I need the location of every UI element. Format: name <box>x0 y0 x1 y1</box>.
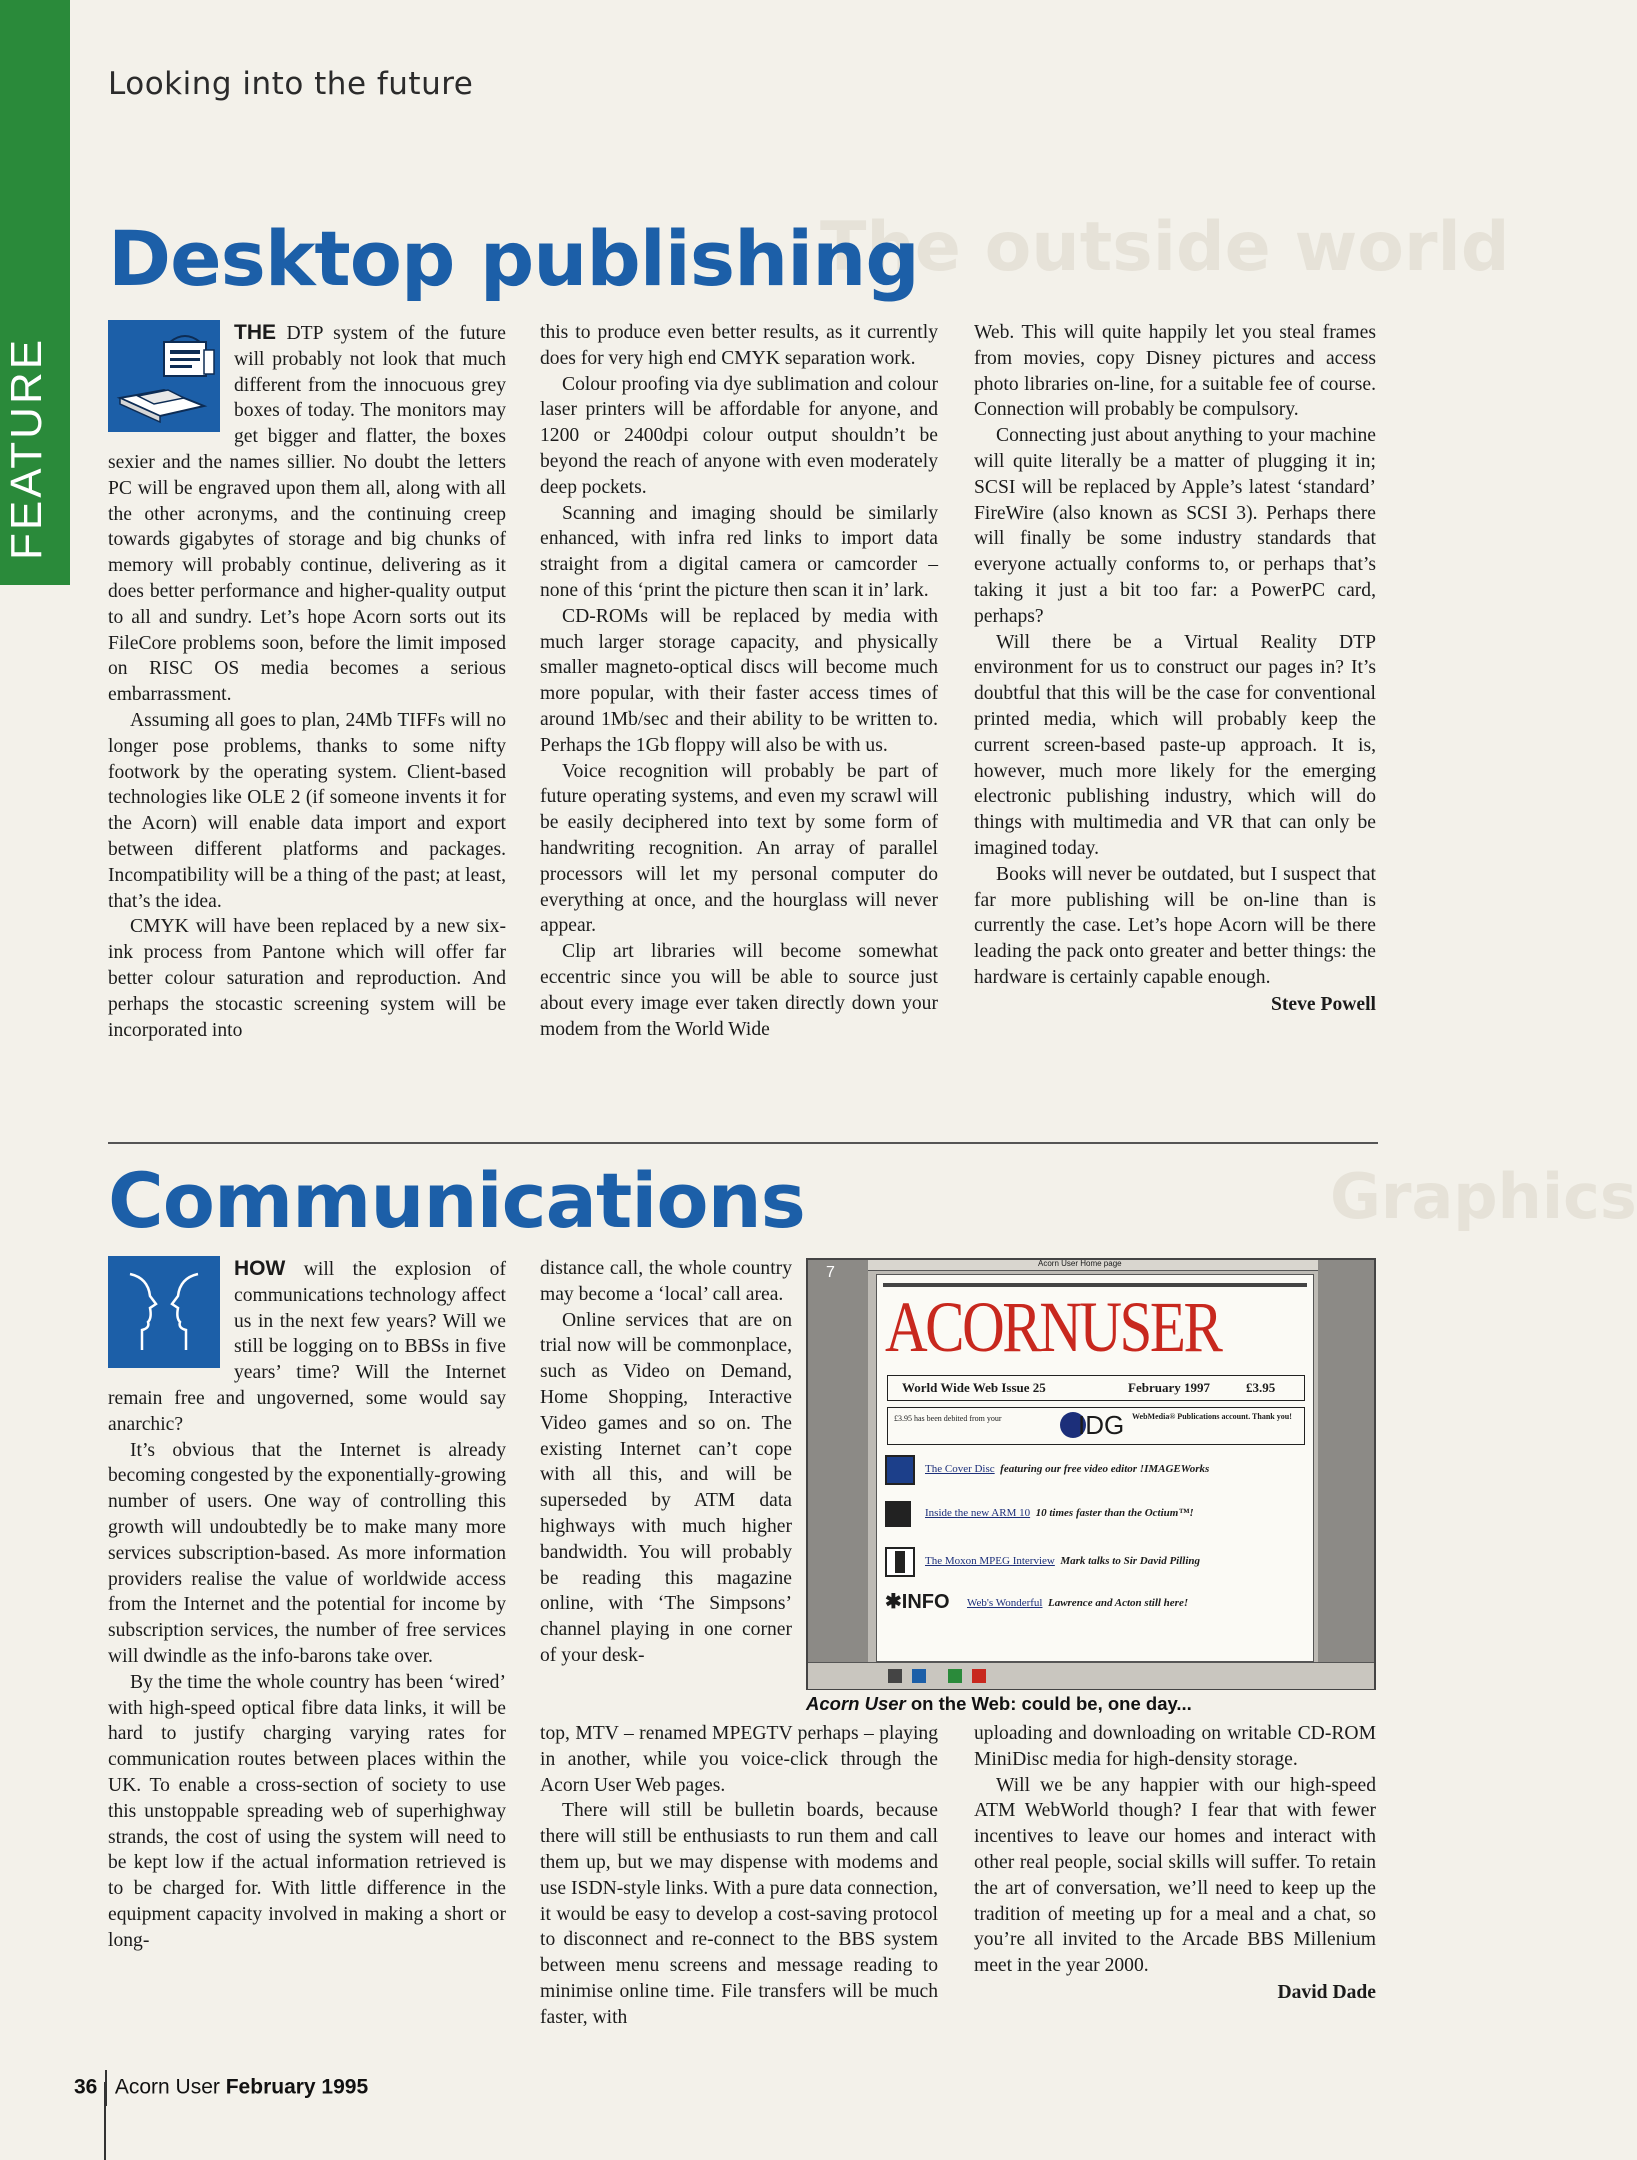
side-number: 7 <box>826 1264 835 1281</box>
desktop-sidebar <box>808 1260 868 1688</box>
paragraph: this to produce even better results, as it currently does for very high end CMYK separation work. <box>540 322 938 369</box>
figure-caption <box>806 1693 1376 1715</box>
issue-price: £3.95 <box>1246 1380 1276 1395</box>
link-item[interactable] <box>967 1597 1188 1609</box>
paragraph: top, MTV – renamed MPEGTV perhaps – playing in another, while you voice-click through the Acorn User Web pages. <box>540 1723 938 1796</box>
comm-column-3 <box>974 1721 1376 2006</box>
app-icon[interactable] <box>972 1669 986 1683</box>
idg-note: WebMedia® Publications account. Thank you! <box>1132 1412 1292 1421</box>
debit-note: £3.95 has been debited from your <box>894 1414 1002 1423</box>
link-title[interactable]: Web's Wonderful <box>967 1597 1043 1609</box>
page-footer <box>74 2070 368 2106</box>
app-icon[interactable] <box>948 1669 962 1683</box>
bleed-through-title-2: Graphics <box>1330 1160 1637 1233</box>
issue-bar <box>887 1375 1305 1401</box>
issue-date: February 1997 <box>1128 1380 1210 1395</box>
caption-emphasis: Acorn User <box>806 1693 906 1714</box>
icon-bar[interactable] <box>808 1662 1374 1689</box>
info-label: ✱INFO <box>885 1591 950 1613</box>
comm-author: David Dade <box>1277 1981 1376 2003</box>
communications-headline: Communications <box>108 1156 805 1245</box>
link-desc: Mark talks to Sir David Pilling <box>1060 1555 1201 1567</box>
acorn-user-masthead: ACORNUSER <box>885 1287 1221 1367</box>
dtp-author: Steve Powell <box>1270 993 1376 1015</box>
paragraph: CMYK will have been replaced by a new six-ink process from Pantone which will offer far better colour saturation and reproduction. And perhaps the stocastic screening system will be incorporated into <box>108 916 506 1041</box>
printer-icon <box>108 320 220 432</box>
browser-page <box>876 1274 1314 1662</box>
desktop-right-edge <box>1318 1260 1374 1688</box>
running-head: Looking into the future <box>108 66 474 102</box>
link-title[interactable]: The Cover Disc <box>925 1463 995 1475</box>
link-desc: 10 times faster than the Octium™! <box>1035 1507 1194 1519</box>
drive-icon[interactable] <box>888 1669 902 1683</box>
paragraph: will the explosion of communications technology affect us in the next few years? Will we still be logging on to BBSs in five years’ time? Will the Internet remain free and ungoverned, some would say anarchic? <box>108 1259 506 1435</box>
idg-logo: IDG <box>1078 1410 1125 1440</box>
section-tab-label: FEATURE <box>2 336 51 560</box>
window-title-bar[interactable] <box>868 1260 1318 1271</box>
comm-column-2a <box>540 1256 792 1669</box>
dtp-column-3 <box>974 320 1376 1018</box>
paragraph: Will there be a Virtual Reality DTP environment for us to construct our pages in? It’s doubtful that this will be the case for conventional printed media, which will probably keep the current screen-based paste-up approach. It is, however, much more likely for the emerging electronic publishing industry, which will do things with multimedia and VR that can only be imagined today. <box>974 631 1376 859</box>
link-item[interactable] <box>925 1463 1209 1475</box>
paragraph: Scanning and imaging should be similarly enhanced, with infra red links to import data straight from a digital camera or camcorder – none of this ‘print the picture then scan it in’ lark. <box>540 502 938 601</box>
paragraph: Books will never be outdated, but I suspect that far more publishing will be on-line than is currently the case. Let’s hope Acorn will be there leading the pack onto greater and better things: the hardware is certainly capable enough. <box>974 863 1376 988</box>
paragraph: It’s obvious that the Internet is already becoming congested by the exponentially-growing number of users. One way of controlling this growth will undoubtedly be to make many more services subscription-based. As more information providers realise the value of worldwide access from the Internet and the potential for income by subscription services, the number of free services will dwindle as the info-barons take over. <box>108 1439 506 1667</box>
paragraph: CD-ROMs will be replaced by media with much larger storage capacity, and physically smaller magneto-optical discs will become much more popular, with their faster access times of around 1Mb/sec and their ability to be written to. Perhaps the 1Gb floppy will also be with us. <box>540 605 938 756</box>
link-desc: Lawrence and Acton still here! <box>1047 1597 1189 1609</box>
caption-text: on the Web: could be, one day... <box>905 1693 1192 1714</box>
paragraph: By the time the whole country has been ‘wired’ with high-speed optical fibre data links, it will be hard to justify charging varying rates for communication routes between places within the UK. To enable a cross-section of society to use this unstoppable spreading web of superhighway strands, the cost of using the system will need to be kept low if the actual information retrieved is to be charged for. With little difference in the equipment capacity involved in making a short or long- <box>108 1671 506 1951</box>
dtp-headline: Desktop publishing <box>108 214 919 303</box>
comm-column-2b <box>540 1721 938 2031</box>
paragraph: Colour proofing via dye sublimation and colour laser printers will be affordable for anyone, and 1200 or 2400dpi colour output shouldn’t be beyond the reach of anyone with even moderately deep pockets. <box>540 373 938 498</box>
paragraph: Clip art libraries will become somewhat eccentric since you will be able to source just about every image ever taken directly down your modem from the World Wide <box>540 941 938 1040</box>
mpeg-interview-icon <box>885 1547 915 1577</box>
link-item[interactable] <box>925 1555 1200 1567</box>
dtp-column-2 <box>540 320 938 1042</box>
paragraph: DTP system of the future will probably not look that much different from the innocuous grey boxes of today. The monitors may get bigger and flatter, the boxes sexier and the names sillier. No doubt the letters PC will be engraved upon them all, along with all the other acronyms, and the continuing creep towards gigabytes of storage and big chunks of memory will probably continue, delivering as it does better performance and higher-quality output to all and sundry. Let’s hope Acorn sorts out its FileCore problems soon, before the limit imposed on RISC OS media becomes a serious embarrassment. <box>108 323 506 706</box>
paragraph: Online services that are on trial now will be commonplace, such as Video on Demand, Home Shopping, Interactive Video games and so on. The existing Internet can’t cope with all this, and will be superseded by ATM data highways with much higher bandwidth. You will probably be reading this magazine online, with ‘The Simpsons’ channel playing in one corner of your desk- <box>540 1309 792 1666</box>
issue-label: World Wide Web Issue 25 <box>902 1380 1046 1395</box>
bleed-through-title: The outside world <box>820 208 1510 287</box>
link-desc: featuring our free video editor !IMAGEWorks <box>1000 1463 1210 1475</box>
paragraph: Will we be any happier with our high-speed ATM WebWorld though? I fear that with fewer incentives to leave our homes and interact with other real people, social skills will suffer. To retain the art of conversation, we’ll need to keep up the tradition of meeting up for a meal and a chat, so you’re all invited to the Arcade BBS Millenium meet in the year 2000. <box>974 1774 1376 1977</box>
paragraph: There will still be bulletin boards, because there will still be enthusiasts to run them and call them up, but we may dispense with modems and use ISDN-style links. With a pure data connection, it would be easy to develop a cost-saving protocol to disconnect and re-connect to the BBS system between menu screens and message reading to minimise online time. File transfers will be much faster, with <box>540 1800 938 2028</box>
link-list <box>885 1455 1307 1655</box>
comm-lead-word: HOW <box>234 1257 286 1280</box>
page-number: 36 <box>74 2075 98 2099</box>
cover-disc-icon <box>885 1455 915 1485</box>
section-divider <box>108 1142 1378 1144</box>
link-item[interactable] <box>925 1507 1194 1519</box>
paragraph: Voice recognition will probably be part of future operating systems, and even my scrawl will be easily deciphered into text by some form of handwriting recognition. An array of parallel processors will let my personal computer do everything at once, and the hourglass will never appear. <box>540 760 938 937</box>
faces-icon <box>108 1256 220 1368</box>
paragraph: Connecting just about anything to your machine will quite literally be a matter of plugging it in; SCSI will be replaced by Apple’s latest ‘standard’ FireWire (also known as SCSI 3). Perhaps there will finally be some industry standards that everyone actually conforms to, or perhaps that’s taking it just a bit too far: a PowerPC card, perhaps? <box>974 425 1376 627</box>
dtp-column-1 <box>108 320 506 1043</box>
link-title[interactable]: Inside the new ARM 10 <box>925 1507 1031 1519</box>
app-icon[interactable] <box>912 1669 926 1683</box>
magazine-name: Acorn User <box>114 2075 220 2099</box>
comm-column-1 <box>108 1256 506 1954</box>
debit-notice <box>887 1407 1305 1445</box>
issue-date: February 1995 <box>225 2075 369 2099</box>
dtp-lead-word: THE <box>234 321 276 344</box>
arm-chip-icon <box>885 1501 911 1527</box>
paragraph: uploading and downloading on writable CD-ROM MiniDisc media for high-density storage. <box>974 1723 1376 1770</box>
paragraph: Assuming all goes to plan, 24Mb TIFFs will no longer pose problems, thanks to some nifty footwork by the operating system. Client-based technologies like OLE 2 (if someone invents it for the Acorn) will enable data import and export between different platforms and packages. Incompatibility will be a thing of the past; at least, that’s the idea. <box>108 709 506 912</box>
window-title: Acorn User Home page <box>1038 1259 1122 1268</box>
paragraph: distance call, the whole country may become a ‘local’ call area. <box>540 1258 792 1305</box>
paragraph: Web. This will quite happily let you steal frames from movies, copy Disney pictures and access photo libraries on-line, for a suitable fee of course. Connection will probably be compulsory. <box>974 322 1376 421</box>
section-tab <box>0 0 70 585</box>
acorn-user-web-screenshot <box>806 1258 1376 1690</box>
link-title[interactable]: The Moxon MPEG Interview <box>925 1555 1055 1567</box>
